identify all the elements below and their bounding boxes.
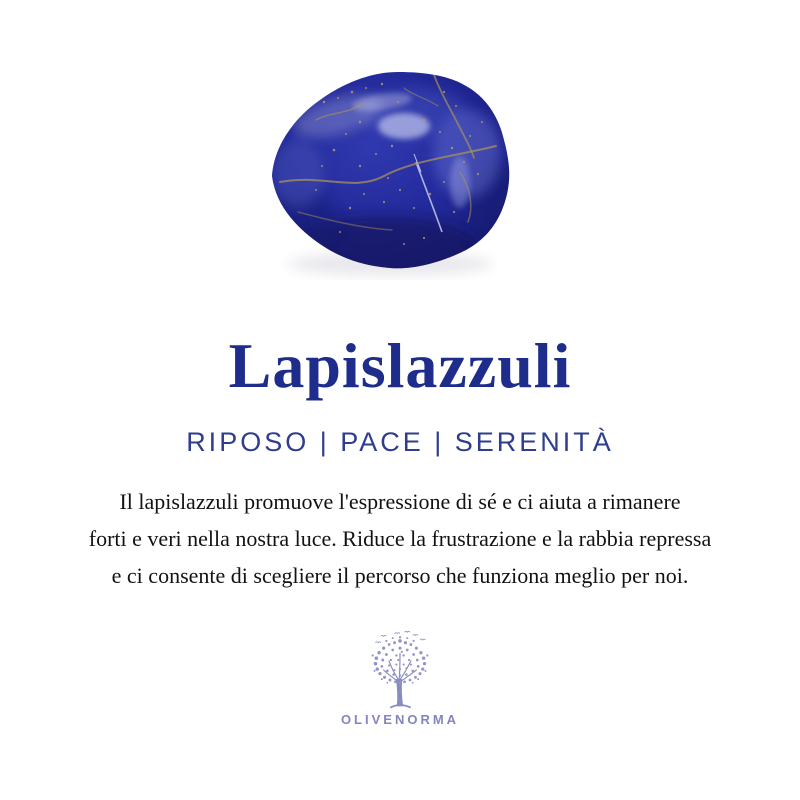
subtitle-keywords: RIPOSO | PACE | SERENITÀ — [186, 427, 614, 457]
olive-tree-icon — [349, 630, 451, 710]
olivenorma-logo — [349, 630, 451, 710]
description-line: Il lapislazzuli promuove l'espressione di sé e ci aiuta a rimanere — [119, 489, 681, 514]
page-title: Lapislazzuli — [228, 330, 572, 401]
lapis-lazuli-stone-icon — [264, 62, 516, 280]
description — [0, 483, 800, 594]
description-line: forti e veri nella nostra luce. Riduce la frustrazione e la rabbia repressa — [88, 526, 712, 551]
description-line: e ci consente di scegliere il percorso che funziona meglio per noi. — [111, 563, 689, 588]
brand-name: OLIVENORMA — [340, 712, 460, 727]
lapis-lazuli-stone-image — [264, 62, 516, 280]
